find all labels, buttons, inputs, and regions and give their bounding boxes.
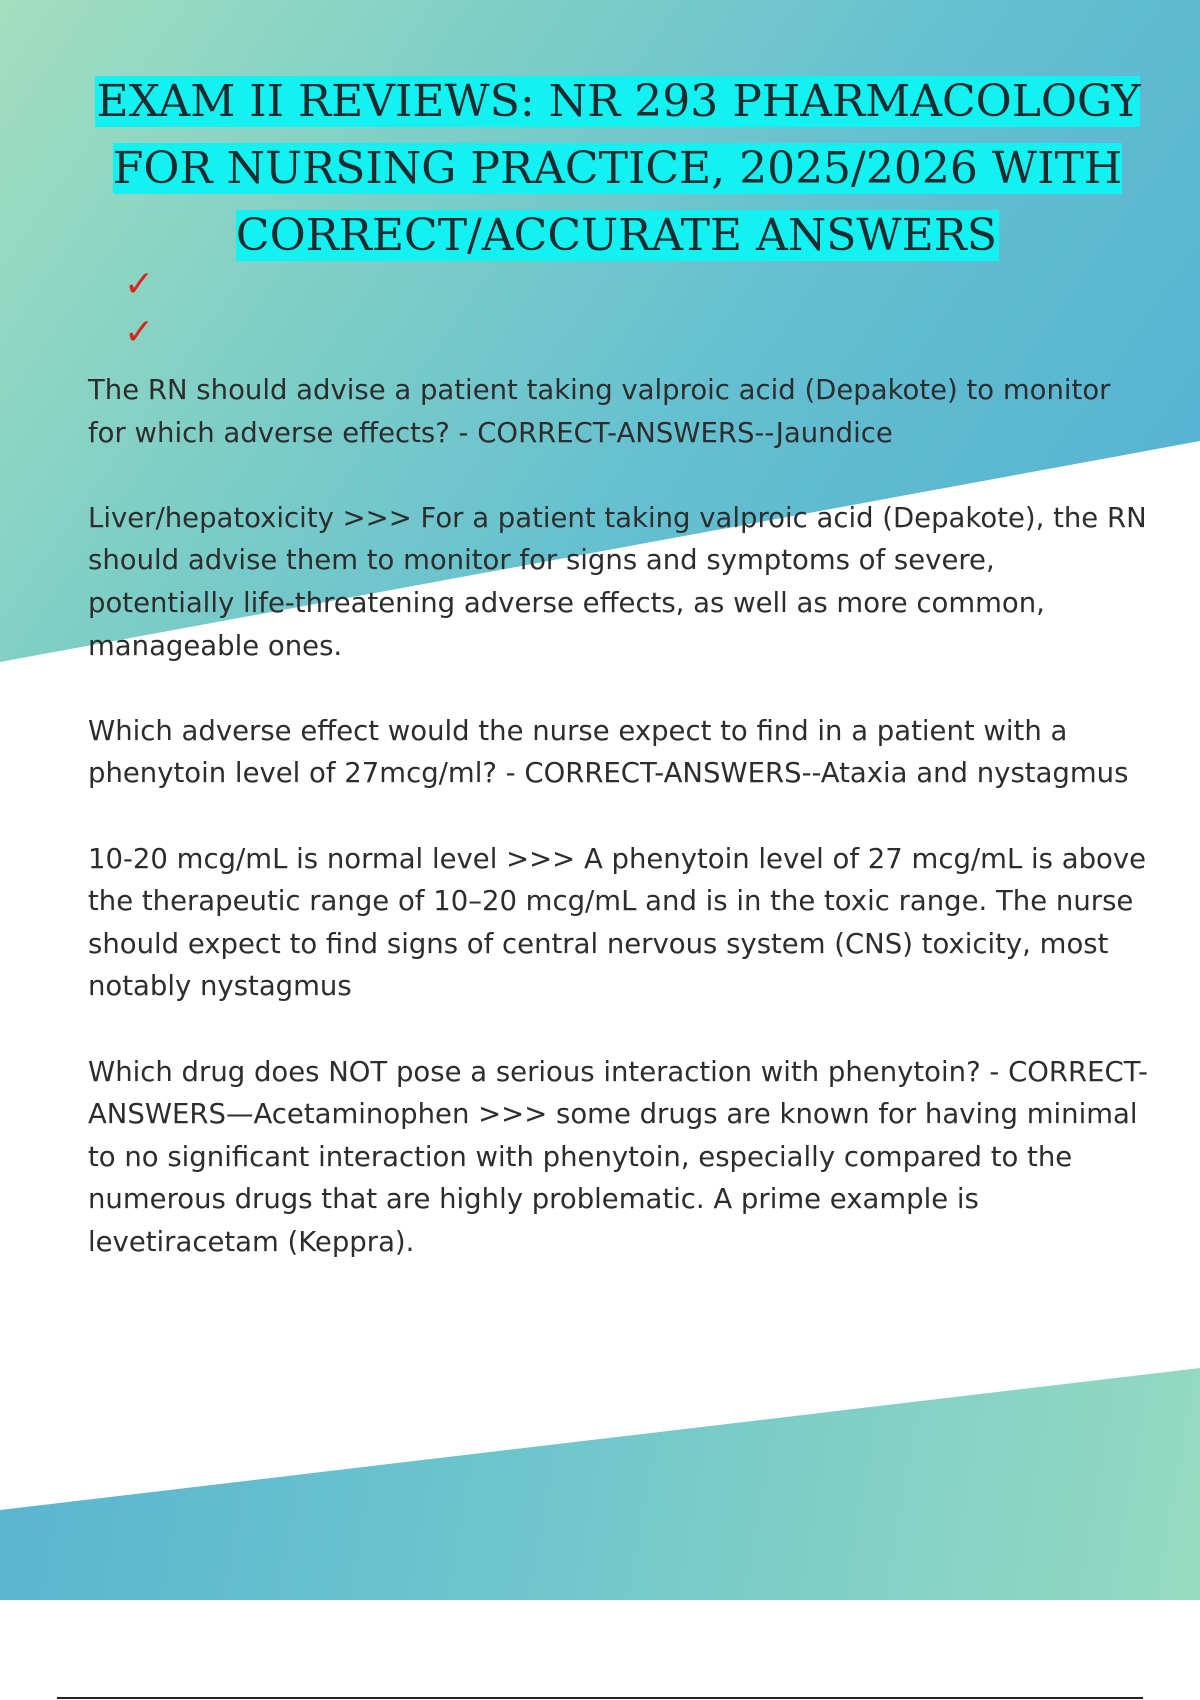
qa-paragraph-3: Which adverse effect would the nurse expect to find in a patient with a phenytoin level of 27mcg/ml? - CORRECT-ANSWERS--Ataxia and nystagmus <box>88 714 1129 790</box>
red-checkmark-icon: ✓ <box>124 312 155 353</box>
footer-divider <box>57 1697 1143 1699</box>
document-title <box>60 68 1175 269</box>
bottom-gradient-banner <box>0 1368 1200 1600</box>
qa-paragraph-4: 10-20 mcg/mL is normal level >>> A phenytoin level of 27 mcg/mL is above the therapeutic range of 10–20 mcg/mL and is in the toxic range. The nurse should expect to find signs of central nervous system (CNS) toxicity, most notably nystagmus <box>88 842 1147 1003</box>
document-body <box>88 369 1148 1306</box>
red-checkmark-icon: ✓ <box>124 264 155 305</box>
qa-paragraph-5: Which drug does NOT pose a serious interaction with phenytoin? - CORRECT-ANSWERS—Acetaminophen >>> some drugs are known for having minimal to no significant interaction with phenytoin, especially compared to the numerous drugs that are highly problematic. A prime example is levetiracetam (Keppra). <box>88 1055 1148 1258</box>
title-highlight: EXAM II REVIEWS: NR 293 PHARMACOLOGY FOR NURSING PRACTICE, 2025/2026 WITH CORRECT/ACCURATE ANSWERS <box>96 76 1141 261</box>
qa-paragraph-2: Liver/hepatoxicity >>> For a patient taking valproic acid (Depakote), the RN should advise them to monitor for signs and symptoms of severe, potentially life-threatening adverse effects, as well as more common, manageable ones. <box>88 501 1147 662</box>
qa-paragraph-1: The RN should advise a patient taking valproic acid (Depakote) to monitor for which adverse effects? - CORRECT-ANSWERS--Jaundice <box>88 374 1111 449</box>
